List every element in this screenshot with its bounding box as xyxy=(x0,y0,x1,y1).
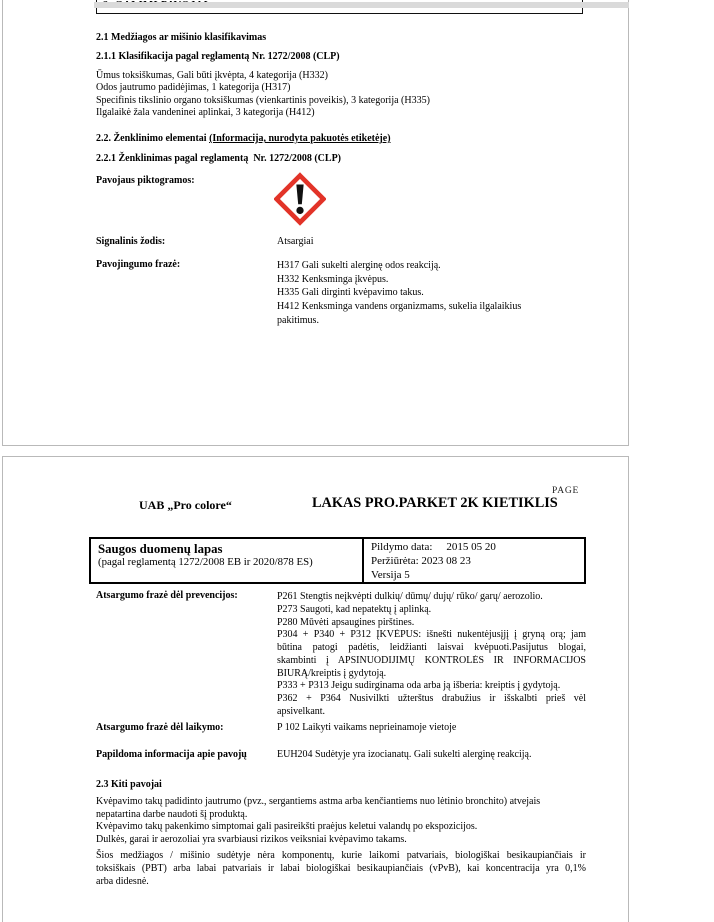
page-number-marker: PAGE xyxy=(552,486,580,496)
filled-date-row xyxy=(371,540,584,554)
classification-list xyxy=(96,70,430,120)
text-line: Kvėpavimo takų padidinto jautrumo (pvz., sergantiems astma arba kenčiantiems nuo lėtinio bronchito) atvejais xyxy=(96,796,541,807)
document-page-1 xyxy=(2,0,629,446)
company-name: UAB „Pro colore“ xyxy=(139,498,232,512)
sds-table-meta-cell xyxy=(364,539,584,582)
clipped-band xyxy=(94,2,629,8)
text-line: Kvėpavimo takų pakenkimo simptomai gali pasireikšti praėjus keletui valandų po ekspozicijos. xyxy=(96,821,478,833)
additional-hazard-info-value: EUH204 Sudėtyje yra izocianatų. Gali sukelti alerginę reakciją. xyxy=(277,749,532,760)
pbt-vpvb-paragraph xyxy=(96,849,586,888)
text-line: Ilgalaikė žala vandeninei aplinkai, 3 kategorija (H412) xyxy=(96,107,315,119)
ghs07-exclamation-pictogram-icon xyxy=(274,170,326,228)
text-line: nepatartina darbe naudoti šį produktą. xyxy=(96,808,248,820)
text-line: H335 Gali dirginti kvėpavimo takus. xyxy=(277,287,424,299)
prevention-phrases-list xyxy=(277,591,586,719)
text-line: BIURĄ/kreiptis į gydytoją. xyxy=(277,667,387,679)
reviewed-date-row xyxy=(371,554,584,568)
text-line: pakitimus. xyxy=(277,314,319,326)
text-line: apsivelkant. xyxy=(277,705,326,717)
text-line: arba didesnė. xyxy=(96,875,149,887)
additional-hazard-info-label: Papildoma informacija apie pavojų xyxy=(96,749,247,760)
sds-subtitle: (pagal reglamentą 1272/2008 EB ir 2020/878 ES) xyxy=(98,556,313,568)
text-line: H412 Kenksminga vandens organizmams, sukelia ilgalaikius xyxy=(277,301,522,313)
text-line: Specifinis tikslinio organo toksiškumas (vienkartinis poveikis), 3 kategorija (H335) xyxy=(96,94,430,106)
heading-2-2-underlined: (Informacija, nurodyta pakuotės etiketėje) xyxy=(209,133,391,144)
heading-2-1-1: 2.1.1 Klasifikacija pagal reglamentą Nr. 1272/2008 (CLP) xyxy=(96,51,340,62)
text-line: Dulkės, garai ir aerozoliai yra svarbiausi rizikos veiksniai kvėpavimo takams. xyxy=(96,833,407,845)
heading-2-1: 2.1 Medžiagos ar mišinio klasifikavimas xyxy=(96,32,267,43)
hazard-phrases-label: Pavojingumo frazė: xyxy=(96,259,181,270)
storage-phrase-value: P 102 Laikyti vaikams neprieinamoje vietoje xyxy=(277,722,457,733)
text-line: P280 Mūvėti apsaugines pirštines. xyxy=(277,616,415,628)
pictogram-label: Pavojaus piktogramos: xyxy=(96,175,195,186)
signal-word-value: Atsargiai xyxy=(277,236,314,247)
document-page-2 xyxy=(2,456,629,922)
sds-table-title-cell xyxy=(91,539,364,582)
text-line: toksiškais (PBT) arba labai patvariais ir labai biologiškai besikaupiančiais (vPvB), kai koncentracija yra 0,1% xyxy=(96,862,586,874)
text-line: P304 + P340 + P312 ĮKVĖPUS: išnešti nukentėjusįjį į gryną orą; jam xyxy=(277,629,586,641)
heading-2-2-prefix: 2.2. Ženklinimo elementai xyxy=(96,133,210,144)
other-hazards-paragraph xyxy=(96,796,586,846)
heading-2-3: 2.3 Kiti pavojai xyxy=(96,779,162,790)
text-line: Šios medžiagos / mišinio sudėtyje nėra komponentų, kurie laikomi patvariais, biologiškai besikaupiančiais ir xyxy=(96,850,586,861)
text-line: Ūmus toksiškumas, Gali būti įkvėpta, 4 kategorija (H332) xyxy=(96,70,328,81)
reviewed-date-value: 2023 08 23 xyxy=(421,555,471,567)
reviewed-date-label: Peržiūrėta: xyxy=(371,555,419,567)
product-title: LAKAS PRO.PARKET 2K KIETIKLIS xyxy=(312,495,558,511)
text-line: P333 + P313 Jeigu sudirginama oda arba ją išberia: kreiptis į gydytoją. xyxy=(277,680,561,692)
filled-date-value: 2015 05 20 xyxy=(446,541,496,553)
exclamation-dot xyxy=(296,207,303,214)
prevention-phrases-label: Atsargumo frazė dėl prevencijos: xyxy=(96,590,238,601)
text-line: skambinti į APSINUODIJIMŲ KONTROLĖS IR INFORMACIJOS xyxy=(277,654,586,666)
text-line: P261 Stengtis neįkvėpti dulkių/ dūmų/ dujų/ rūko/ garų/ aerozolio. xyxy=(277,591,543,602)
text-line: Odos jautrumo padidėjimas, 1 kategorija (H317) xyxy=(96,82,291,94)
storage-phrase-label: Atsargumo frazė dėl laikymo: xyxy=(96,722,224,733)
signal-word-label: Signalinis žodis: xyxy=(96,236,166,247)
sds-header-table xyxy=(89,537,586,584)
hazard-phrases-list xyxy=(277,259,521,328)
text-line: H317 Gali sukelti alerginę odos reakciją. xyxy=(277,260,441,271)
version-row: Versija 5 xyxy=(371,569,410,581)
heading-2-2 xyxy=(96,133,391,144)
text-line: P273 Saugoti, kad nepatektų į aplinką. xyxy=(277,603,432,615)
filled-date-label: Pildymo data: xyxy=(371,541,433,553)
text-line: H332 Kenksminga įkvėpus. xyxy=(277,273,389,285)
text-line: P362 + P364 Nusivilkti užterštus drabužius ir išskalbti prieš vėl xyxy=(277,693,586,704)
sds-title: Saugos duomenų lapas xyxy=(98,542,223,556)
heading-2-2-1: 2.2.1 Ženklinimas pagal reglamentą Nr. 1272/2008 (CLP) xyxy=(96,153,342,164)
text-line: būtina patogi padėtis, leidžianti laisvai kvėpuoti.Pasijutus blogai, xyxy=(277,642,586,653)
